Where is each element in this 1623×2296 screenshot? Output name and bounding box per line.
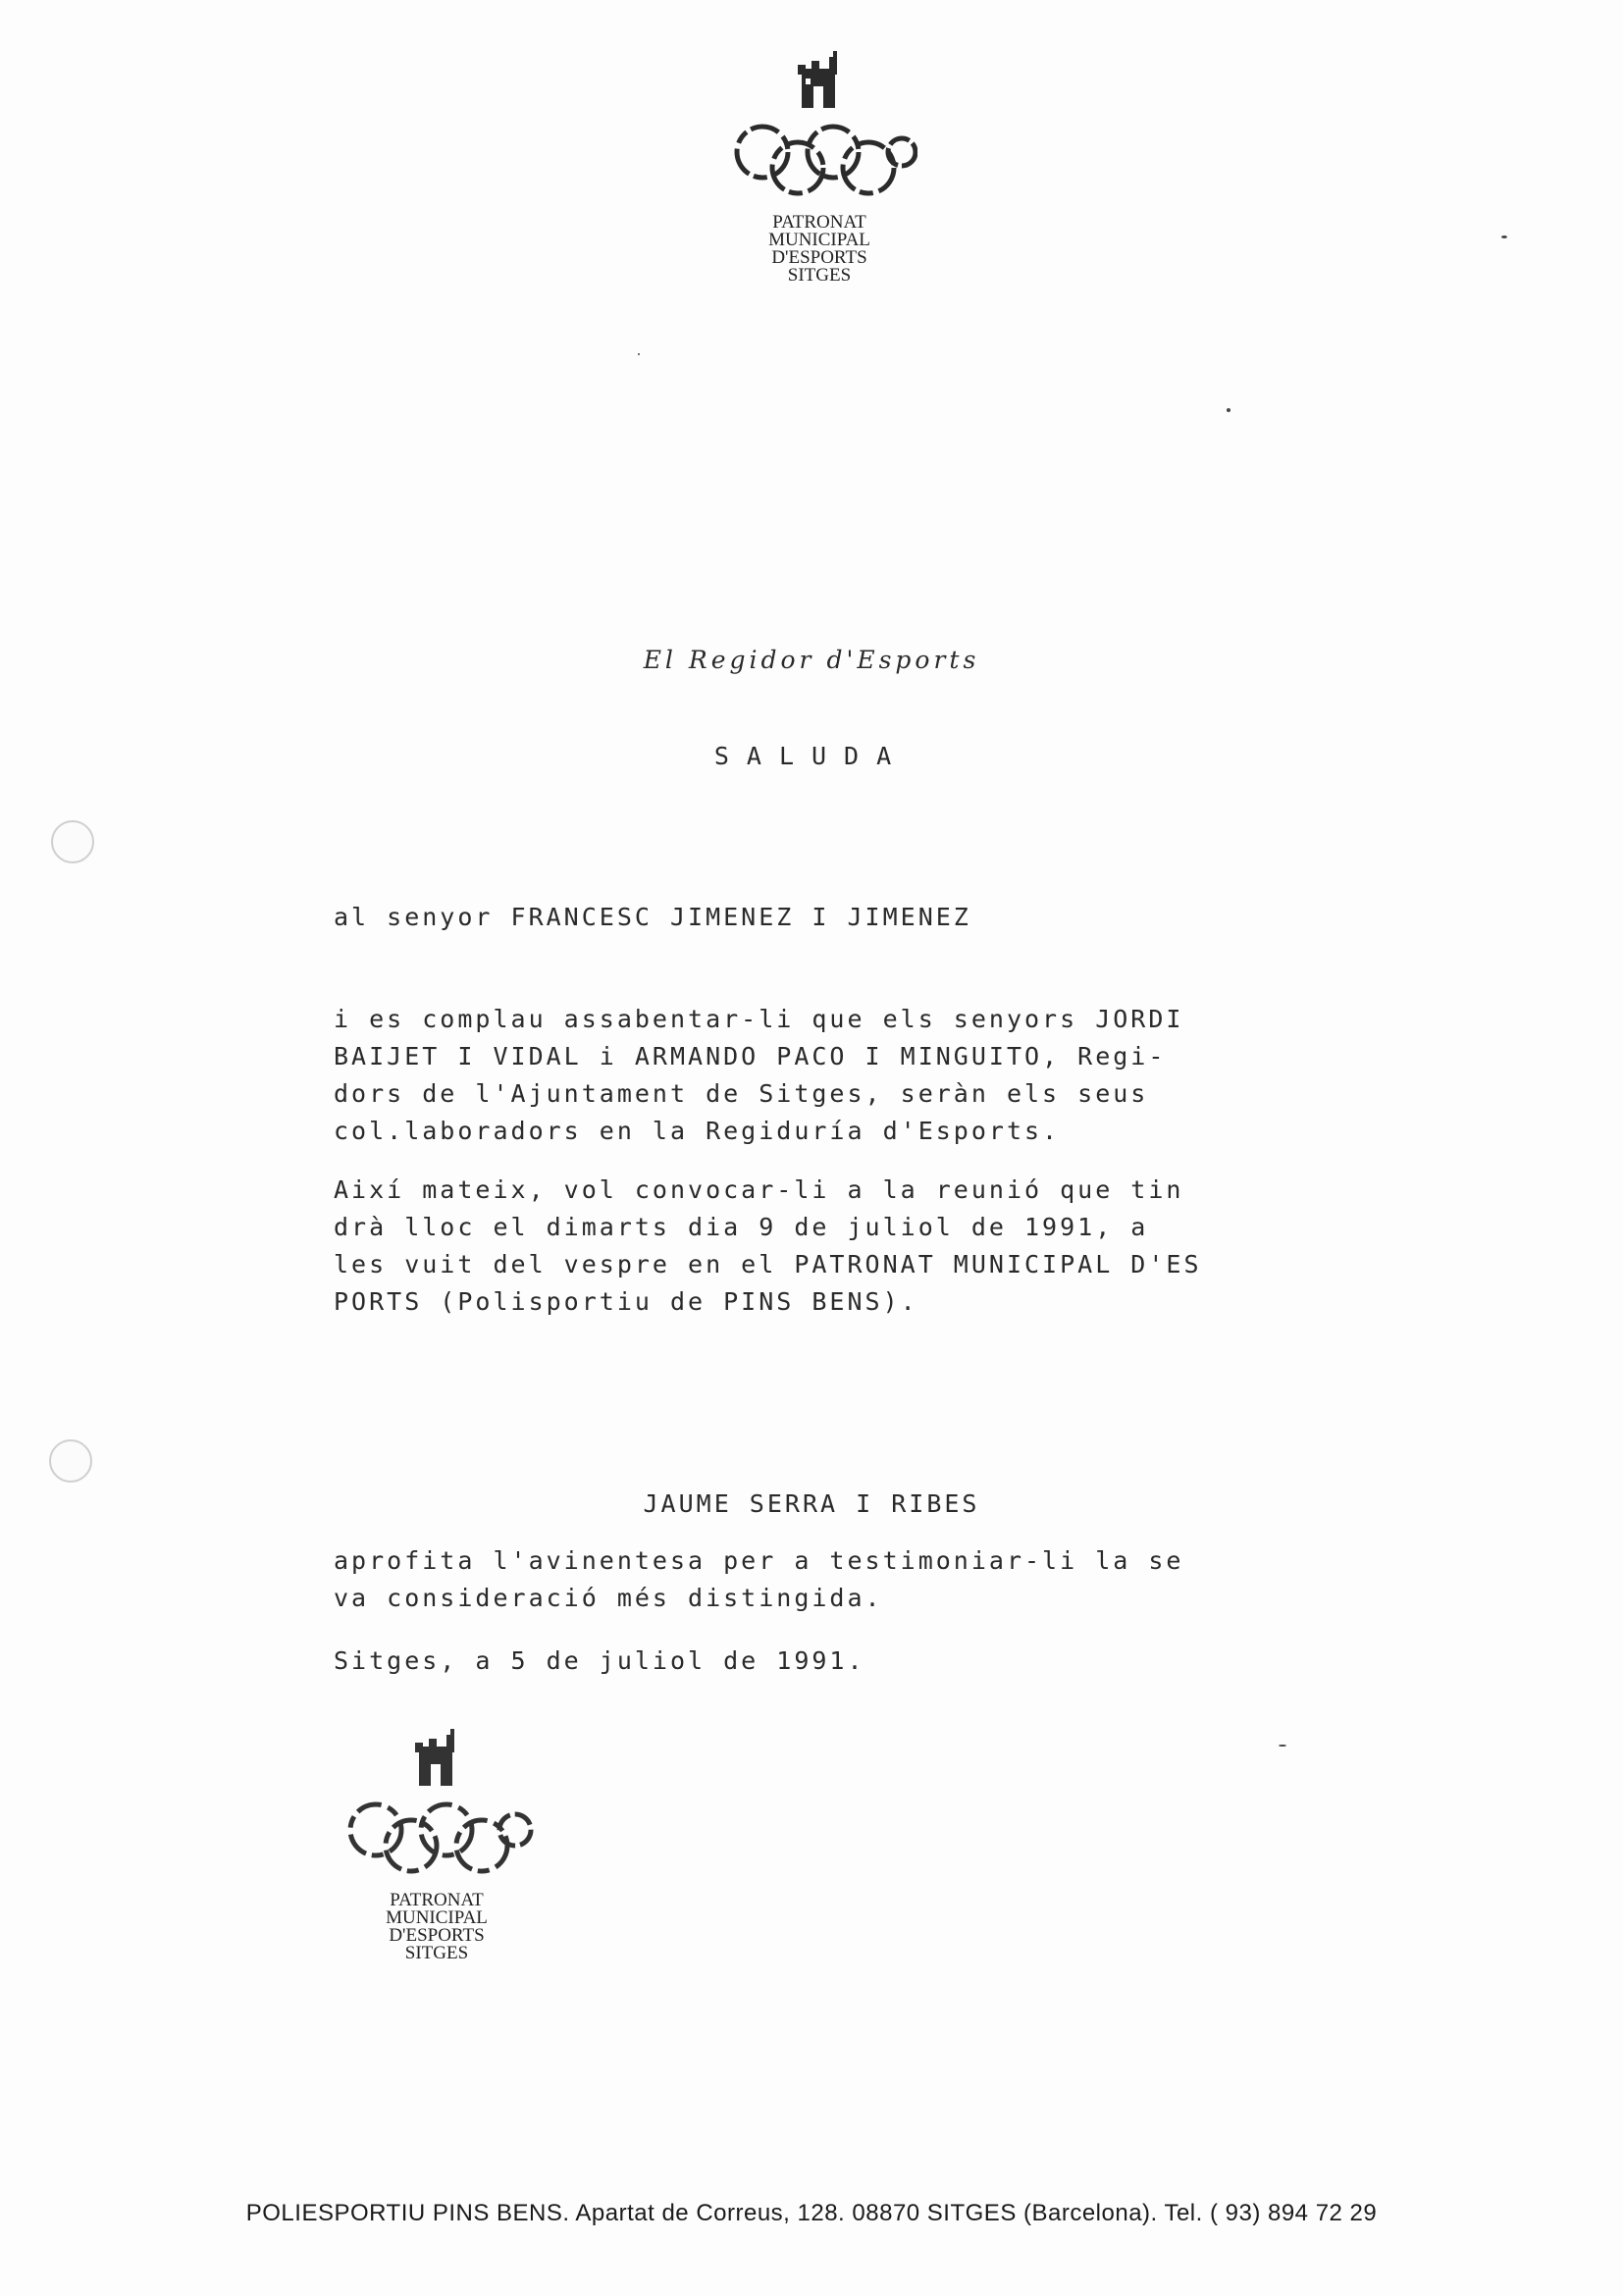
stamp-line: PATRONAT (390, 1890, 484, 1910)
closing-paragraph (334, 1542, 1315, 1617)
letter-heading: El Regidor d'Esports (643, 646, 980, 674)
scan-speck (1501, 235, 1507, 238)
letterhead-line: PATRONAT (772, 212, 866, 233)
saluda-title: SALUDA (713, 742, 910, 770)
scan-speck (1279, 1745, 1286, 1747)
letterhead-line: D'ESPORTS (771, 247, 867, 268)
castle-olympic-rings-stamp-icon (339, 1729, 535, 1886)
letterhead-line: MUNICIPAL (768, 230, 870, 250)
letterhead-text (768, 214, 870, 285)
stamp-line: D'ESPORTS (389, 1925, 485, 1946)
stamp-line: MUNICIPAL (386, 1907, 488, 1928)
paragraph-line: BAIJET I VIDAL i ARMANDO PACO I MINGUITO, Regi- (334, 1042, 1167, 1070)
recipient-line: al senyor FRANCESC JIMENEZ I JIMENEZ (334, 903, 971, 931)
paragraph-line: PORTS (Polisportiu de PINS BENS). (334, 1287, 918, 1316)
stamp-logo (324, 1729, 550, 1962)
letterhead-line: SITGES (787, 265, 852, 286)
stamp-line: SITGES (404, 1943, 469, 1963)
paragraph-line: va consideració més distingida. (334, 1584, 883, 1612)
paragraph-line: i es complau assabentar-li que els senyors JORDI (334, 1005, 1184, 1033)
paragraph-line: aprofita l'avinentesa per a testimoniar-li la se (334, 1546, 1184, 1575)
body-paragraph-1 (334, 1001, 1315, 1150)
signer-name: JAUME SERRA I RIBES (643, 1489, 980, 1518)
paragraph-line: drà lloc el dimarts dia 9 de juliol de 1991, a (334, 1213, 1149, 1241)
body-paragraph-2 (334, 1172, 1315, 1321)
letterhead-logo (707, 51, 932, 285)
paragraph-line: dors de l'Ajuntament de Sitges, seràn els seus (334, 1079, 1149, 1108)
paragraph-line: Així mateix, vol convocar-li a la reunió que tin (334, 1175, 1184, 1204)
castle-olympic-rings-logo-icon (721, 51, 917, 208)
paragraph-line: les vuit del vespre en el PATRONAT MUNICIPAL D'ES (334, 1250, 1202, 1278)
footer-address: POLIESPORTIU PINS BENS. Apartat de Correus, 128. 08870 SITGES (Barcelona). Tel. ( 93) 894 72 29 (245, 2200, 1378, 2226)
dateline: Sitges, a 5 de juliol de 1991. (334, 1646, 865, 1675)
punch-hole (51, 820, 94, 863)
paragraph-line: col.laboradors en la Regiduría d'Esports. (334, 1117, 1061, 1145)
scan-speck (1227, 408, 1230, 412)
punch-hole (49, 1439, 92, 1483)
stamp-text (386, 1892, 488, 1962)
scan-speck (638, 353, 640, 355)
